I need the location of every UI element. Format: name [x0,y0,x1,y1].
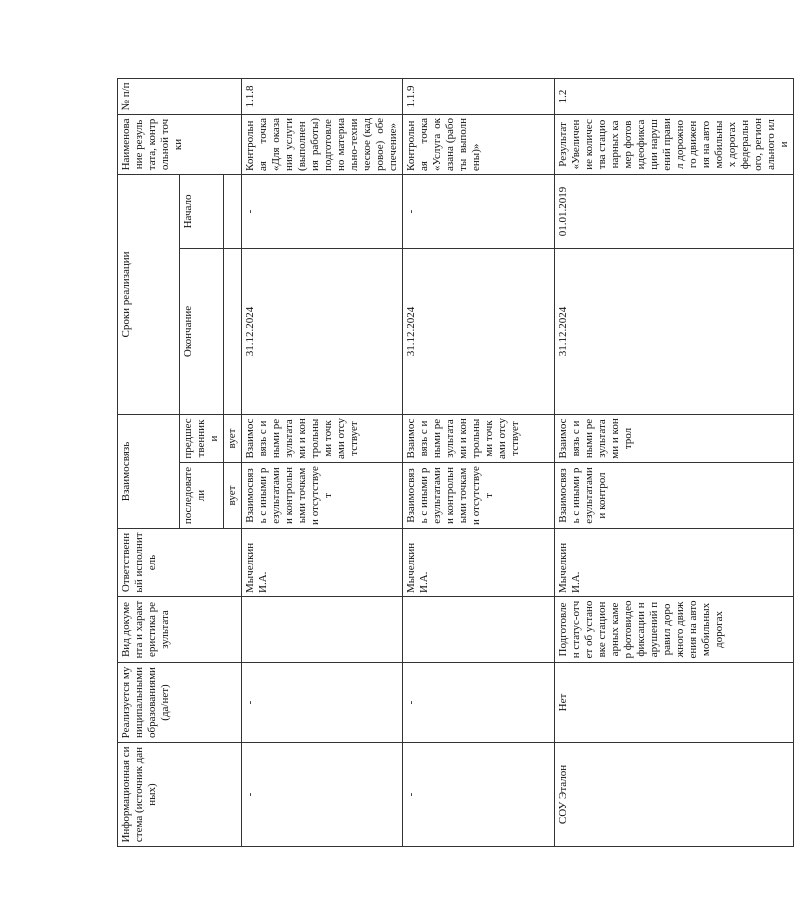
cell-info: СОУ Эталон [555,743,794,847]
cell-info: - [403,743,555,847]
cell-end: 31.12.2024 [403,248,555,414]
cell-resp: Мычелкин И.А. [242,529,403,597]
cell-start: - [242,174,403,248]
header-municipal: Реализуется муниципальными образованиями (да/нет) [118,663,242,743]
cell-name: Результат «Увеличение количества стационарных камер фотовидеофиксации нарушений правил дорожного движения на автомобильных дорогах федерального, регионального или [555,114,794,174]
cell-end: 31.12.2024 [555,248,794,414]
cell-municipal: Нет [555,663,794,743]
project-plan-table [117,78,794,847]
table-row [555,78,794,846]
header-name: Наименование результата, контрольной точки [118,114,242,174]
cell-num: 1.1.9 [403,78,555,114]
header-resp: Ответственный исполнитель [118,529,242,597]
cell-pred: Взаимосвязь с иными результатами и контрол [555,414,794,462]
header-end: Окончание [180,248,224,414]
cell-start: - [403,174,555,248]
header-succ: последователи [180,463,224,529]
cell-info: - [242,743,403,847]
header-pred: предшественники [180,414,224,462]
cell-municipal: - [403,663,555,743]
header-info: Информационная система (источник данных) [118,743,242,847]
header-row-1 [118,78,180,846]
cell-succ: Взаимосвязь с иными результатами и контрол [555,463,794,529]
cell-num: 1.2 [555,78,794,114]
header-relation: Взаимосвязь [118,414,180,528]
cell-pred: Взаимосвязь с иными результатами и контрольными точками отсутствует [242,414,403,462]
header-doc: Вид документа и характеристика результата [118,597,242,663]
cell-resp: Мычелкин И.А. [555,529,794,597]
cell-resp: Мычелкин И.А. [403,529,555,597]
header-start-empty [224,174,242,248]
cell-end: 31.12.2024 [242,248,403,414]
header-succ-continuation: вует [224,463,242,529]
header-end-empty [224,248,242,414]
cell-num: 1.1.8 [242,78,403,114]
cell-pred: Взаимосвязь с иными результатами и контрольными точками отсутствует [403,414,555,462]
cell-doc: Подготовлен статус-отчет об установке стационарных камер фотовидеофиксации нарушений правил дорожного движения на автомобильных дорогах [555,597,794,663]
cell-name: Контрольная точка «Услуга оказана (работы выполнены)» [403,114,555,174]
cell-succ: Взаимосвязь с иными результатами и контрольными точками отсутствует [403,463,555,529]
rotated-table-wrapper [117,79,790,847]
header-num: № п/п [118,78,242,114]
cell-doc [242,597,403,663]
cell-succ: Взаимосвязь с иными результатами и контрольными точками отсутствует [242,463,403,529]
header-pred-continuation: вует [224,414,242,462]
cell-doc [403,597,555,663]
table-row [242,78,403,846]
cell-start: 01.01.2019 [555,174,794,248]
cell-municipal: - [242,663,403,743]
header-start: Начало [180,174,224,248]
cell-name: Контрольная точка «Для оказания услуги (выполнения работы) подготовлено материально-техническое (кадровое) обеспечение» [242,114,403,174]
table-row [403,78,555,846]
header-terms: Сроки реализации [118,174,180,414]
